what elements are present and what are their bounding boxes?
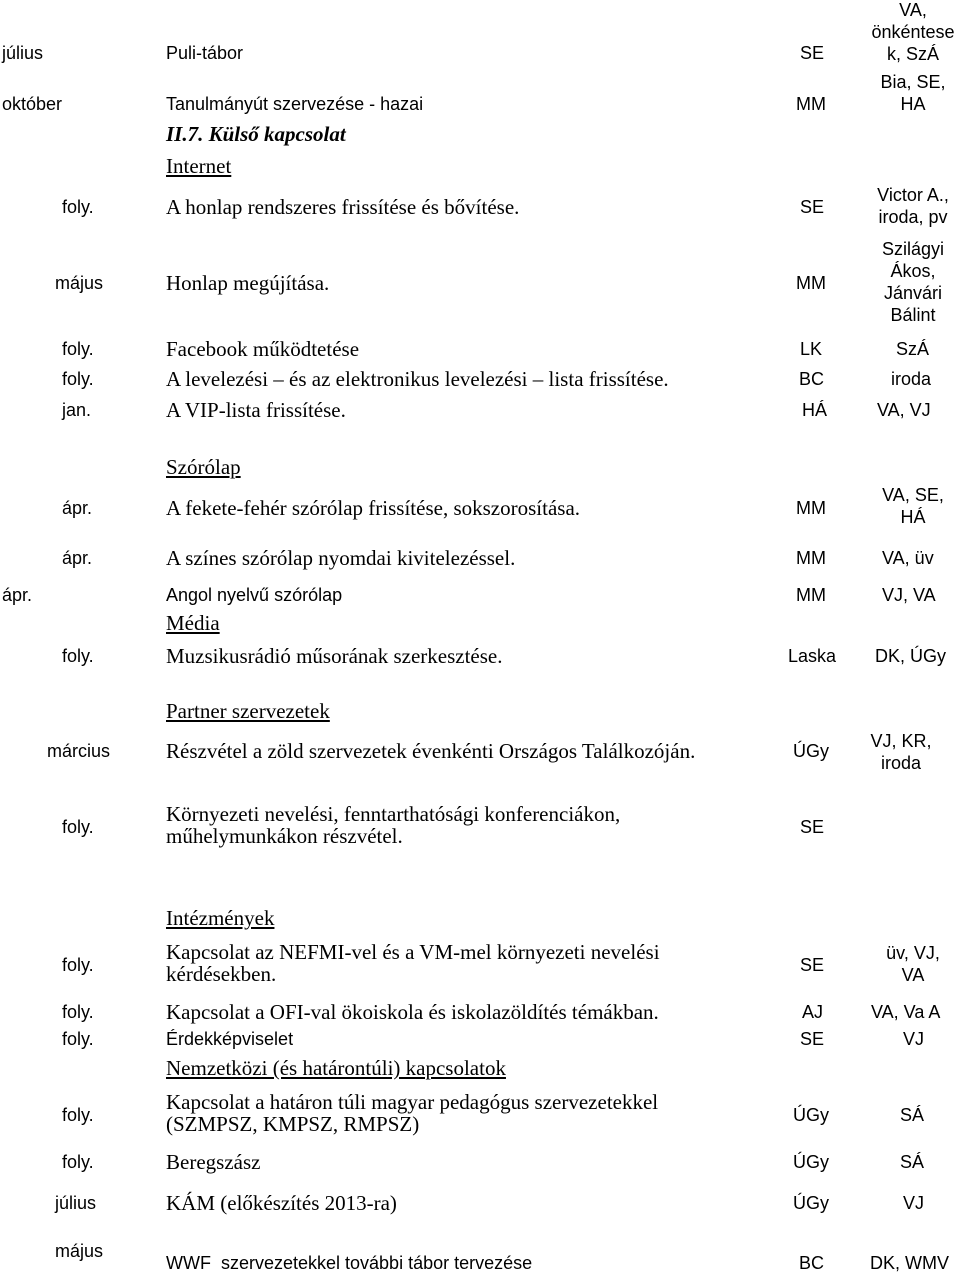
row-date: ápr.: [62, 548, 93, 568]
row-responsible: ÚGy: [793, 1152, 829, 1172]
row-participants: VA, üv: [882, 548, 934, 568]
row-task: Kapcsolat a OFI-val ökoiskola és iskolazöldítés témákban.: [166, 1000, 659, 1024]
row-task: Érdekképviselet: [166, 1029, 294, 1049]
row-task: A honlap rendszeres frissítése és bővítése.: [166, 195, 520, 219]
row-task: KÁM (előkészítés 2013-ra): [166, 1191, 397, 1215]
row-date: július: [55, 1193, 97, 1213]
row-task: A fekete-fehér szórólap frissítése, sokszorosítása.: [166, 496, 581, 520]
row-date: október: [2, 94, 63, 114]
row-participants: iroda: [891, 369, 932, 389]
row-responsible: Laska: [788, 646, 837, 666]
row-participants: SÁ: [900, 1152, 925, 1172]
row-date: foly.: [62, 197, 94, 217]
row-participants: Szilágyi Ákos, Jánvári Bálint: [881, 239, 945, 325]
row-date: foly.: [62, 955, 94, 975]
row-responsible: ÚGy: [793, 1193, 829, 1213]
row-participants: DK, WMV: [870, 1253, 949, 1273]
row-date: foly.: [62, 369, 94, 389]
subsection-heading: Szórólap: [166, 455, 241, 479]
row-task: Honlap megújítása.: [166, 271, 330, 295]
row-participants: VA, SE, HÁ: [882, 485, 944, 527]
subsection-heading: Partner szervezetek: [166, 699, 330, 723]
row-participants: SÁ: [900, 1105, 925, 1125]
row-participants: VA, Va A: [871, 1002, 941, 1022]
row-task: Facebook működtetése: [166, 337, 360, 361]
row-date: foly.: [62, 1105, 94, 1125]
row-participants: üv, VJ, VA: [886, 943, 940, 985]
row-participants: VJ, KR, iroda: [870, 731, 932, 773]
row-participants: VJ: [903, 1193, 925, 1213]
row-task: WWF szervezetekkel további tábor tervezése: [166, 1253, 533, 1273]
row-task: Kapcsolat a határon túli magyar pedagógus szervezetekkel (SZMPSZ, KMPSZ, RMPSZ): [166, 1090, 659, 1136]
row-responsible: MM: [796, 548, 826, 568]
row-date: ápr.: [2, 585, 33, 605]
row-participants: VJ, VA: [882, 585, 936, 605]
row-date: május: [55, 1241, 104, 1261]
row-task: Muzsikusrádió műsorának szerkesztése.: [166, 644, 503, 668]
row-participants: Bia, SE, HA: [880, 72, 946, 114]
row-task: A színes szórólap nyomdai kivitelezéssel.: [166, 546, 516, 570]
row-date: július: [2, 43, 44, 63]
row-responsible: ÚGy: [793, 741, 829, 761]
row-task: Környezeti nevelési, fenntarthatósági konferenciákon, műhelymunkákon részvétel.: [166, 802, 621, 848]
row-date: foly.: [62, 1002, 94, 1022]
subsection-heading: Internet: [166, 154, 232, 178]
row-participants: VJ: [903, 1029, 925, 1049]
row-responsible: MM: [796, 273, 826, 293]
row-date: foly.: [62, 1152, 94, 1172]
row-responsible: MM: [796, 498, 826, 518]
row-responsible: SE: [800, 955, 825, 975]
row-task: Részvétel a zöld szervezetek évenkénti Országos Találkozóján.: [166, 739, 696, 763]
row-responsible: SE: [800, 197, 825, 217]
row-participants: VA, VJ: [877, 400, 931, 420]
row-date: foly.: [62, 1029, 94, 1049]
row-responsible: BC: [799, 1253, 825, 1273]
row-date: jan.: [62, 400, 92, 420]
section-heading: II.7. Külső kapcsolat: [166, 122, 346, 146]
row-participants: Victor A., iroda, pv: [877, 185, 949, 227]
row-responsible: SE: [800, 43, 825, 63]
row-responsible: MM: [796, 585, 826, 605]
row-task: Kapcsolat az NEFMI-vel és a VM-mel környezeti nevelési kérdésekben.: [166, 940, 660, 986]
row-responsible: MM: [796, 94, 826, 114]
row-task: Tanulmányút szervezése - hazai: [166, 94, 424, 114]
subsection-heading: Média: [166, 611, 220, 635]
row-date: foly.: [62, 817, 94, 837]
row-task: Puli-tábor: [166, 43, 244, 63]
row-responsible: HÁ: [802, 400, 828, 420]
row-responsible: AJ: [802, 1002, 824, 1022]
row-task: A levelezési – és az elektronikus levelezési – lista frissítése.: [166, 367, 669, 391]
row-date: március: [47, 741, 111, 761]
row-participants: DK, ÚGy: [875, 646, 947, 666]
row-responsible: SE: [800, 817, 825, 837]
row-task: Beregszász: [166, 1150, 261, 1174]
row-participants: VA, önkéntese k, SzÁ: [871, 0, 955, 64]
row-responsible: LK: [800, 339, 823, 359]
row-responsible: BC: [799, 369, 825, 389]
row-date: május: [55, 273, 104, 293]
subsection-heading: Nemzetközi (és határontúli) kapcsolatok: [166, 1056, 506, 1080]
subsection-heading: Intézmények: [166, 906, 275, 930]
row-participants: SzÁ: [896, 339, 930, 359]
row-date: foly.: [62, 646, 94, 666]
row-responsible: ÚGy: [793, 1105, 829, 1125]
row-date: ápr.: [62, 498, 93, 518]
row-date: foly.: [62, 339, 94, 359]
row-responsible: SE: [800, 1029, 825, 1049]
row-task: A VIP-lista frissítése.: [166, 398, 346, 422]
row-task: Angol nyelvű szórólap: [166, 585, 343, 605]
